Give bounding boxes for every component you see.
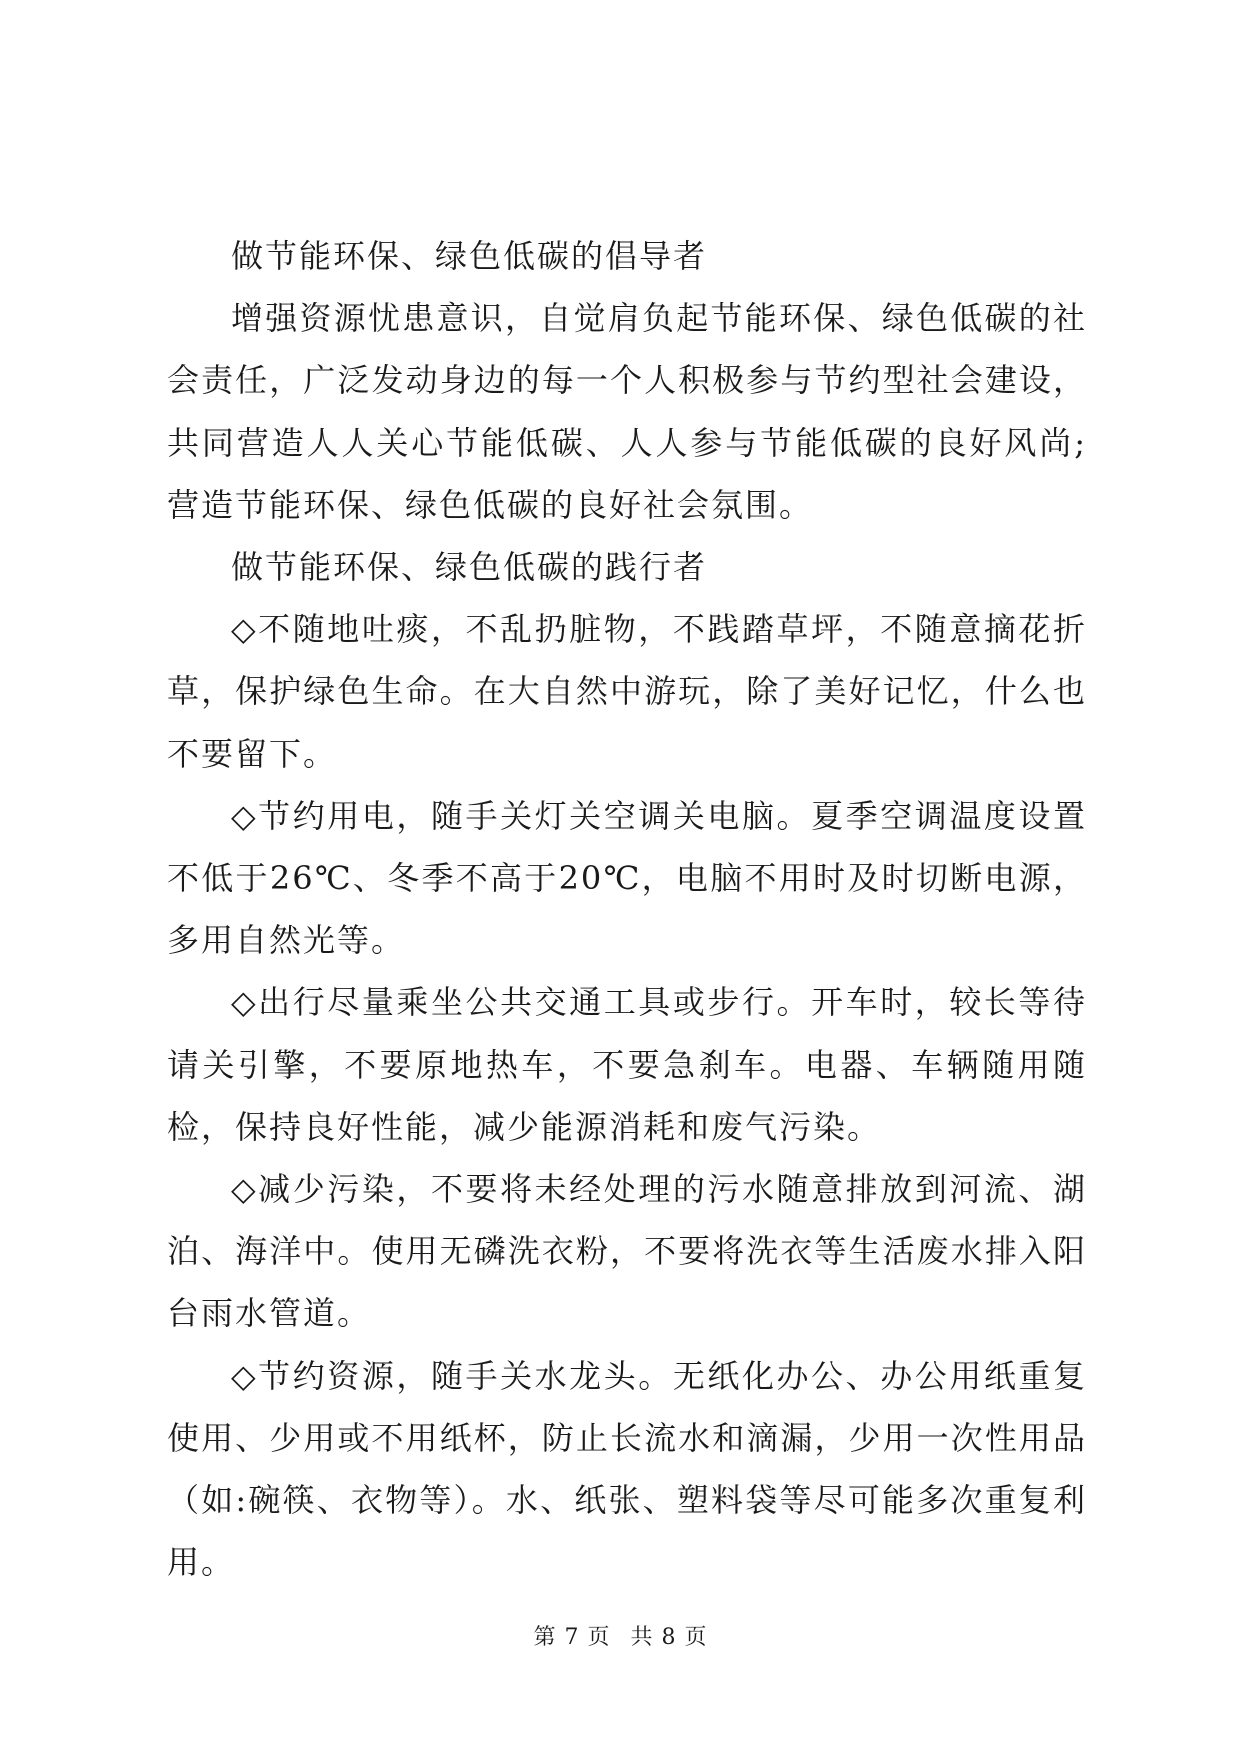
page-number: 第 7 页	[533, 1625, 611, 1650]
section-heading-advocate: 做节能环保、绿色低碳的倡导者	[231, 237, 708, 275]
paragraph-advocate: 增强资源忧患意识，自觉肩负起节能环保、绿色低碳的社会责任，广泛发动身边的每一个人积极参与节约型社会建设，共同营造人人关心节能低碳、人人参与节能低碳的良好风尚;营造节能环保、绿色低碳的良好社会氛围。	[167, 299, 1087, 524]
paragraph-reduce-pollution: ◇减少污染，不要将未经处理的污水随意排放到河流、湖泊、海洋中。使用无磷洗衣粉，不要将洗衣等生活废水排入阳台雨水管道。	[167, 1170, 1087, 1333]
paragraph-save-resources: ◇节约资源，随手关水龙头。无纸化办公、办公用纸重复使用、少用或不用纸杯，防止长流水和滴漏，少用一次性用品（如:碗筷、衣物等）。水、纸张、塑料袋等尽可能多次重复利用。	[167, 1356, 1087, 1582]
paragraph-public-transport: ◇出行尽量乘坐公共交通工具或步行。开车时，较长等待请关引擎，不要原地热车，不要急刹车。电器、车辆随用随检，保持良好性能，减少能源消耗和废气污染。	[167, 983, 1087, 1146]
section-heading-practitioner: 做节能环保、绿色低碳的践行者	[231, 548, 708, 587]
page-footer	[0, 1620, 1241, 1651]
document-body	[167, 225, 1087, 1593]
paragraph-no-littering: ◇不随地吐痰，不乱扔脏物，不践踏草坪，不随意摘花折草，保护绿色生命。在大自然中游玩，除了美好记忆，什么也不要留下。	[167, 610, 1087, 773]
paragraph-save-electricity: ◇节约用电，随手关灯关空调关电脑。夏季空调温度设置不低于26℃、冬季不高于20℃，电脑不用时及时切断电源，多用自然光等。	[167, 796, 1087, 960]
page-total: 共 8 页	[630, 1625, 708, 1650]
